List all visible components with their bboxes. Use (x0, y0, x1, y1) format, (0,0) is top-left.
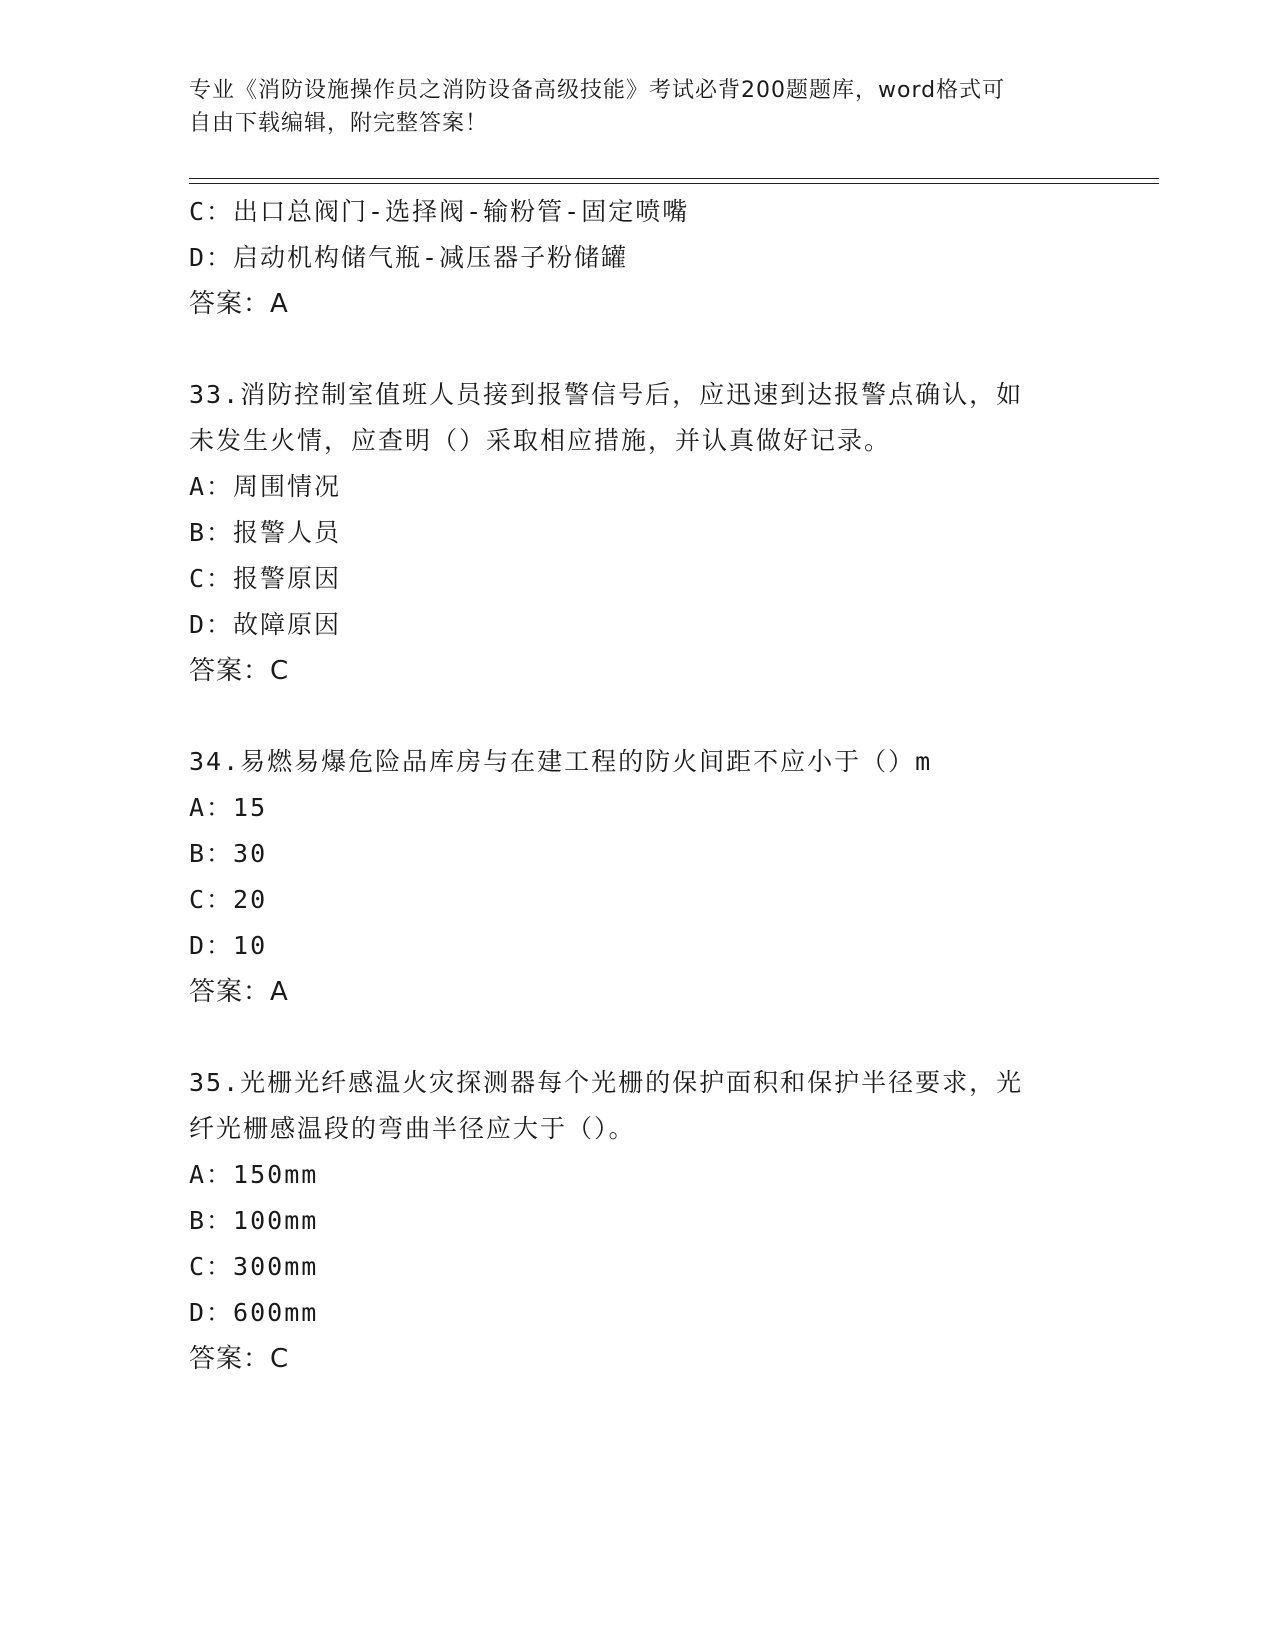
header-line-1: 专业《消防设施操作员之消防设备高级技能》考试必背200题题库，word格式可 (189, 78, 1006, 103)
option-a: A：15 (189, 793, 268, 822)
option-c: C：20 (189, 885, 268, 914)
question-34 (189, 739, 1089, 1015)
question-33 (189, 372, 1089, 694)
option-d: D：10 (189, 931, 268, 960)
question-text-line: 33.消防控制室值班人员接到报警信号后，应迅速到达报警点确认，如 (189, 380, 1024, 409)
header-divider-top (189, 178, 1159, 179)
question-text (189, 1060, 1089, 1152)
header-divider-bottom (189, 183, 1159, 184)
question-text-line: 未发生火情，应查明（）采取相应措施，并认真做好记录。 (189, 426, 892, 455)
document-body (189, 189, 1089, 1382)
question-text-line: 纤光栅感温段的弯曲半径应大于（）。 (189, 1114, 636, 1143)
answer-line: 答案：C (189, 656, 290, 686)
question-text (189, 372, 1089, 464)
carryover-question (189, 189, 1089, 327)
option-a: A：150mm (189, 1160, 319, 1189)
option-c: C：300mm (189, 1252, 319, 1281)
answer-line: 答案：C (189, 1344, 290, 1374)
option-b: B：100mm (189, 1206, 319, 1235)
question-text-line: 34.易燃易爆危险品库房与在建工程的防火间距不应小于（）m (189, 747, 933, 776)
option-b: B：30 (189, 839, 268, 868)
question-text (189, 739, 1089, 785)
option-b: B：报警人员 (189, 518, 342, 547)
option-c: C：报警原因 (189, 564, 342, 593)
option-a: A：周围情况 (189, 472, 342, 501)
answer-line: 答案：A (189, 977, 289, 1007)
header-line-2: 自由下载编辑，附完整答案！ (189, 111, 489, 136)
answer-line: 答案：A (189, 289, 289, 319)
option-d: D：600mm (189, 1298, 319, 1327)
question-35 (189, 1060, 1089, 1382)
document-header (189, 74, 1089, 140)
question-text-line: 35.光栅光纤感温火灾探测器每个光栅的保护面积和保护半径要求，光 (189, 1068, 1024, 1097)
option-d: D：故障原因 (189, 610, 342, 639)
option-d: D：启动机构储气瓶-减压器子粉储罐 (189, 243, 629, 272)
option-c: C：出口总阀门-选择阀-输粉管-固定喷嘴 (189, 197, 690, 226)
